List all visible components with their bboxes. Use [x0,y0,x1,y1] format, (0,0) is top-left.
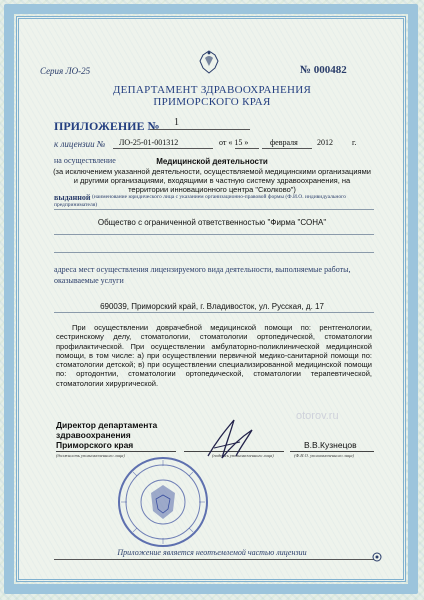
address-label-line1: адреса мест осуществления лицензируемого вида деятельности, выполняемые работы, [54,265,351,274]
month-underline [262,148,312,149]
caption-signature: (подпись уполномоченного лица) [212,453,274,458]
official-seal [116,455,210,549]
issued-label: выданной [54,193,91,202]
department-title-line1: ДЕПАРТАМЕНТ ЗДРАВООХРАНЕНИЯ [112,84,312,96]
form-number: № 000482 [300,64,347,76]
address-underline [54,312,374,313]
license-month: февраля [270,138,298,147]
signer-title-line2: здравоохранения [56,430,131,440]
appendix-label: ПРИЛОЖЕНИЕ № [54,119,160,133]
issued-note-line2: предпринимателя) [54,202,98,208]
blank-line [54,252,374,253]
appendix-number: 1 [174,117,179,128]
address-value: 690039, Приморский край, г. Владивосток, ул. Русская, д. 17 [100,302,324,311]
series-label: Серия ЛО-25 [40,66,91,76]
license-number: ЛО-25-01-001312 [119,138,179,147]
license-year-suffix: г. [352,138,357,147]
license-year: 2012 [317,138,333,147]
footer-note: Приложение является неотъемлемой частью лицензии [117,548,307,557]
coat-of-arms-icon [195,48,223,76]
signer-name: В.В.Кузнецов [304,440,357,450]
signer-title-line3: Приморского края [56,440,134,450]
watermark: otorov.ru [296,410,339,422]
activity-prefix: на осуществление [54,156,116,165]
blank-line [54,234,374,235]
issued-underline [54,209,374,210]
license-label: к лицензии № [54,139,106,149]
footer-underline [54,559,374,560]
organization-name: Общество с ограниченной ответственностью "Фирма "СОНА" [97,218,327,227]
activity-detail-line3: территории инновационного центра "Сколково") [128,185,296,194]
activity-detail-line2: и другими организациями, входящими в частную систему здравоохранения, на [73,176,351,185]
signer-name-underline [290,451,374,452]
services-description: При осуществлении доврачебной медицинской помощи по: рентгенологии, сестринскому делу, стоматологии, стоматологии ортопедической, стоматологии профилактической. При осуществлении амбулаторно-поликлинической медицинской помощи, в том числе: а) при осуществлении первичной медико-санитарной помощи по: стоматологии детской; в) при осуществлении специализированной медицинской помощи по: ортодонтии, стоматологии ортопедической, стоматологии терапевтической, стоматологии хирургической. [56,323,372,388]
corner-ornament-icon [372,552,382,562]
appendix-underline [150,129,250,130]
activity-detail-line1: (за исключением указанной деятельности, осуществляемой медицинскими организациями [53,167,371,176]
caption-position: (должность уполномоченного лица) [56,453,125,458]
caption-name: (Ф.И.О. уполномоченного лица) [294,453,355,458]
issued-note-line1: (наименование юридического лица с указанием организационно-правовой формы (Ф.И.О. индивидуального [92,194,346,200]
address-label-line2: оказываемые услуги [54,276,124,285]
license-number-underline [113,148,213,149]
department-title-line2: ПРИМОРСКОГО КРАЯ [153,96,271,108]
day-underline [235,148,259,149]
signer-title-line1: Директор департамента [56,420,158,430]
signer-position-underline [56,451,176,452]
license-day: от « 15 » [219,138,249,147]
activity-title: Медицинской деятельности [156,157,268,166]
